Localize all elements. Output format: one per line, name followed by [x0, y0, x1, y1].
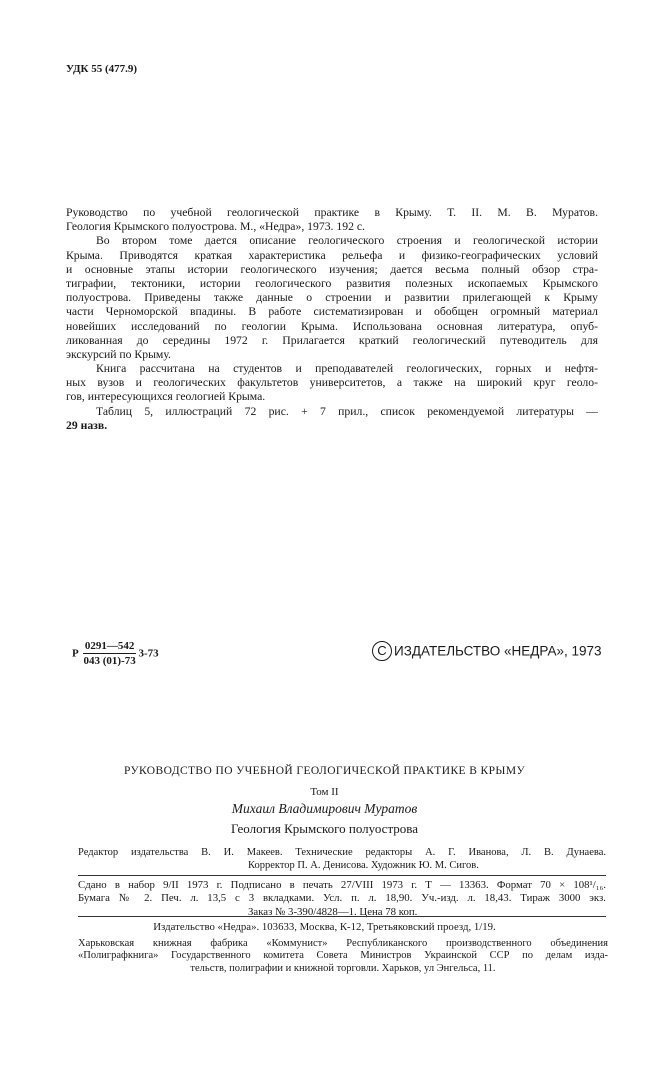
catalog-code-denominator: 043 (01)-73: [83, 655, 136, 667]
udk-code: УДК 55 (477.9): [66, 63, 138, 75]
editors-line: Редактор издательства В. И. Макеев. Технические редакторы А. Г. Иванова, Л. В. Дунаева.: [78, 847, 606, 858]
imprint-editors: [78, 848, 606, 874]
catalog-code-prefix: Р: [72, 647, 79, 660]
abstract-line: Крыма. Приводятся краткая характеристика рельефа и физико-географических условий: [66, 248, 598, 262]
abstract-line: ликованная до середины 1972 г. Прилагается краткий геологический путеводитель для: [66, 333, 598, 347]
print-line: Заказ № 3-390/4828—1. Цена 78 коп.: [248, 905, 418, 918]
abstract-line: гов, интересующихся геологией Крыма.: [66, 390, 266, 404]
catalog-code-numerator: 0291—542: [84, 640, 135, 652]
abstract-line: Руководство по учебной геологической практике в Крыму. Т. II. М. В. Муратов.: [66, 206, 598, 219]
abstract-line: Во втором томе дается описание геологического строения и геологической истории: [96, 234, 598, 248]
imprint-volume: Том II: [310, 786, 339, 798]
abstract-line: Таблиц 5, иллюстраций 72 рис. + 7 прил., список рекомендуемой литературы —: [96, 404, 598, 418]
printing-factory: [78, 939, 608, 976]
divider: [78, 916, 606, 917]
abstract-line: тиграфии, тектоники, истории геологического развития полезных ископаемых Крымского: [66, 276, 598, 290]
abstract-line: 29 назв.: [66, 418, 108, 432]
abstract-line: полуострова. Приведены также данные о строении и развитии прилегающей к Крыму: [66, 291, 598, 305]
abstract-line: и основные этапы истории геологического изучения; дается весьма полный обзор стра-: [66, 262, 598, 276]
abstract-line: экскурсий по Крыму.: [66, 347, 171, 361]
print-line: Бумага № 2. Печ. л. 13,5 с 3 вкладками. Усл. п. л. 18,90. Уч.-изд. л. 18,43. Тираж 3000 экз.: [78, 892, 606, 905]
catalog-code-fraction: [83, 640, 135, 667]
editors-line: Корректор П. А. Денисова. Художник Ю. М. Сигов.: [248, 860, 479, 871]
copyright-icon: C: [372, 641, 392, 661]
abstract-line: части Черноморской впадины. В работе систематизирован и обобщен огромный материал: [66, 305, 598, 319]
factory-line: Харьковская книжная фабрика «Коммунист» Республиканского производственного объединения: [78, 938, 608, 949]
imprint-title: РУКОВОДСТВО ПО УЧЕБНОЙ ГЕОЛОГИЧЕСКОЙ ПРАКТИКЕ В КРЫМУ: [123, 765, 526, 777]
catalog-code: [72, 640, 159, 667]
factory-line: «Полиграфкнига» Государственного комитета Совета Министров Украинской ССР по делам изда-: [78, 950, 608, 962]
abstract-line: Геология Крымского полуострова. М., «Недра», 1973. 192 с.: [66, 220, 365, 234]
bibliographic-abstract: [66, 207, 598, 434]
abstract-line: ных вузов и геологических факультетов университетов, а также на широкий круг геоло-: [66, 376, 598, 390]
imprint-author: Михаил Владимирович Муратов: [231, 801, 418, 816]
factory-line: тельств, полиграфии и книжной торговли. Харьков, ул Энгельса, 11.: [190, 962, 496, 974]
abstract-line: Книга рассчитана на студентов и преподавателей геологических, горных и нефтя-: [96, 362, 598, 376]
catalog-code-suffix: 3-73: [138, 647, 159, 660]
publisher-name: ИЗДАТЕЛЬСТВО «НЕДРА», 1973: [394, 643, 602, 659]
publisher-copyright: [372, 641, 602, 661]
abstract-line: новейших исследований по геологии Крыма. Использована основная литература, опуб-: [66, 319, 598, 333]
print-line: Сдано в набор 9/II 1973 г. Подписано в печать 27/VIII 1973 г. Т — 13363. Формат 70 × 108¹/₁₆.: [78, 879, 606, 891]
imprint-print-details: [78, 880, 606, 920]
divider: [78, 875, 606, 876]
publisher-address: Издательство «Недра». 103633, Москва, К-12, Третьяковский проезд, 1/19.: [153, 921, 496, 933]
imprint-book-title: Геология Крымского полуострова: [230, 821, 419, 836]
